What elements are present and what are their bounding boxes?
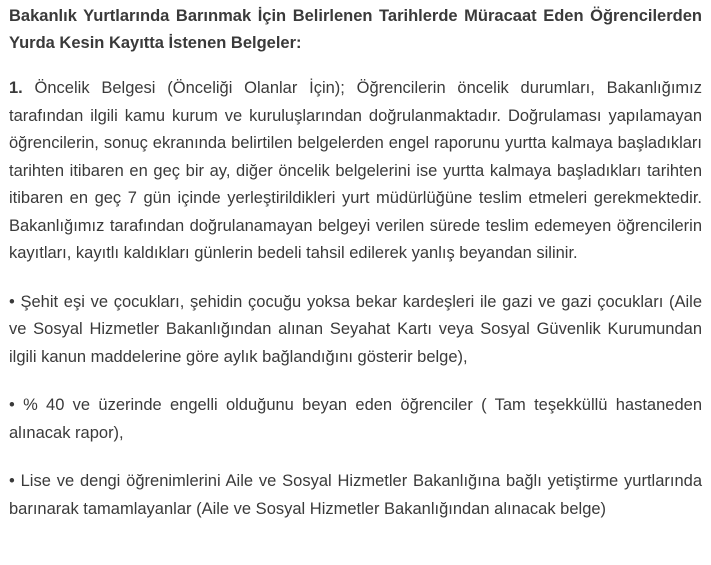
bullet-disabled-students: • % 40 ve üzerinde engelli olduğunu beyan eden öğrenciler ( Tam teşekküllü hastaneden alınacak rapor), bbox=[9, 396, 702, 442]
bullet-orphanage-graduates: • Lise ve dengi öğrenimlerini Aile ve Sosyal Hizmetler Bakanlığına bağlı yetiştirme yurtlarında barınarak tamamlayanlar (Aile ve Sosyal Hizmetler Bakanlığından alınacak belge) bbox=[9, 472, 702, 518]
item-1-paragraph bbox=[9, 75, 702, 268]
bullet-martyr-veteran: • Şehit eşi ve çocukları, şehidin çocuğu yoksa bekar kardeşleri ile gazi ve gazi çocukları (Aile ve Sosyal Hizmetler Bakanlığından alınan Seyahat Kartı veya Sosyal Güvenlik Kurumundan ilgili kanun maddelerine göre aylık bağlandığını gösterir belge), bbox=[9, 292, 702, 366]
item-1-number: 1. bbox=[9, 79, 23, 97]
document-heading: Bakanlık Yurtlarında Barınmak İçin Belirlenen Tarihlerde Müracaat Eden Öğrencilerden Yurda Kesin Kayıtta İstenen Belgeler: bbox=[9, 7, 702, 52]
item-1-text: Öncelik Belgesi (Önceliği Olanlar İçin); Öğrencilerin öncelik durumları, Bakanlığımız tarafından ilgili kamu kurum ve kuruluşlarından doğrulanmaktadır. Doğrulaması yapılamayan öğrencilerin, sonuç ekranında belirtilen belgelerden engel raporunu yurtta kalmaya başladıkları tarihten itibaren en geç bir ay, diğer öncelik belgelerini ise yurtta kalmaya başladıkları tarihten itibaren en geç 7 gün içinde yerleştirildikleri yurt müdürlüğüne teslim etmeleri gerekmektedir. Bakanlığımız tarafından doğrulanamayan belgeyi verilen sürede teslim edemeyen öğrencilerin kayıtları, kayıtlı kaldıkları günlerin bedeli tahsil edilerek yanlış beyandan silinir. bbox=[9, 79, 702, 262]
